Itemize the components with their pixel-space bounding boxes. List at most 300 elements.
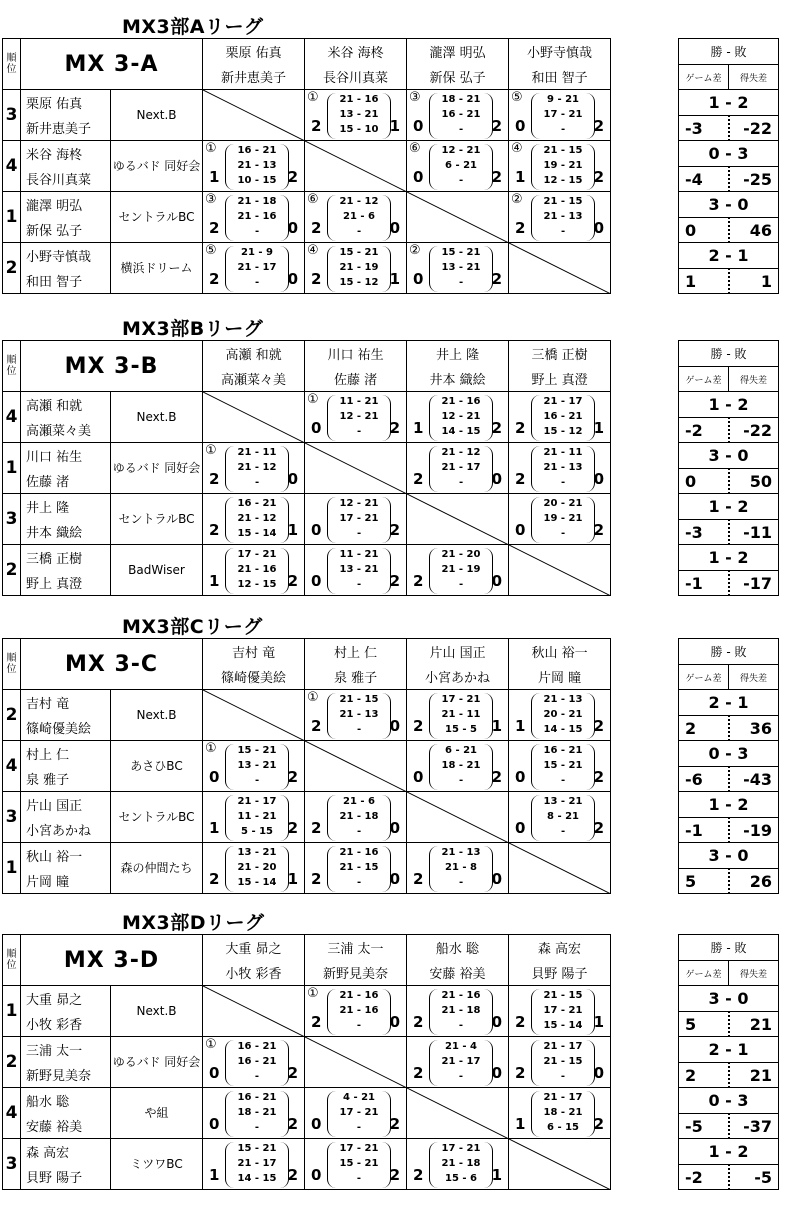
games-won: 0 (209, 1115, 220, 1133)
game-score: 9 - 21 (547, 94, 580, 105)
game-score: 21 - 17 (441, 1056, 481, 1067)
column-player-name: 瀧澤 明弘 (407, 39, 509, 65)
self-match-cell (203, 392, 305, 443)
game-scores (327, 246, 391, 292)
game-score: - (458, 477, 464, 488)
game-scores (225, 246, 289, 292)
match-cell (407, 90, 509, 141)
game-scores (429, 93, 493, 139)
game-diff-value: -3 (679, 520, 729, 545)
match-cell (305, 392, 407, 443)
game-scores (531, 93, 595, 139)
game-score: 20 - 21 (543, 498, 583, 509)
win-loss-record: 1 - 2 (679, 792, 779, 818)
table-row (3, 1037, 611, 1063)
games-won: 2 (413, 1166, 424, 1184)
game-score: 21 - 17 (237, 262, 277, 273)
match-cell (509, 192, 611, 243)
table-row (679, 869, 779, 894)
win-loss-record: 1 - 2 (679, 1139, 779, 1165)
column-partner-name: 篠崎優美絵 (203, 664, 305, 690)
game-score: - (254, 477, 260, 488)
game-score: 17 - 21 (441, 1143, 481, 1154)
column-player-name: 井上 隆 (407, 341, 509, 367)
game-score: 21 - 18 (339, 811, 379, 822)
game-score: 17 - 21 (441, 694, 481, 705)
game-score: 17 - 21 (339, 513, 379, 524)
point-diff-value: 21 (729, 1063, 779, 1088)
match-order: ④ (307, 243, 319, 258)
league-code: MX 3-D (21, 935, 203, 986)
game-score: 8 - 21 (547, 811, 580, 822)
column-player-name: 三橋 正樹 (509, 341, 611, 367)
game-score: - (458, 277, 464, 288)
games-lost: 2 (491, 117, 503, 135)
games-lost: 2 (593, 768, 605, 786)
column-player-name: 川口 祐生 (305, 341, 407, 367)
table-row (679, 716, 779, 741)
rank-header: 順位 (3, 639, 21, 690)
table-row (3, 843, 611, 869)
game-scores (225, 1091, 289, 1137)
game-diff-value: 2 (679, 1063, 729, 1088)
games-lost: 2 (593, 168, 605, 186)
games-lost: 2 (593, 117, 605, 135)
player-name: 三橋 正樹 (21, 545, 111, 571)
column-partner-name: 貝野 陽子 (509, 960, 611, 986)
self-match-cell (407, 1088, 509, 1139)
match-cell (509, 392, 611, 443)
games-lost: 2 (491, 419, 503, 437)
game-score: - (560, 1071, 566, 1082)
partner-name: 小宮あかね (21, 817, 111, 843)
games-won: 2 (413, 1064, 424, 1082)
table-row (679, 141, 779, 167)
column-partner-name: 和田 智子 (509, 64, 611, 90)
game-scores (429, 693, 493, 739)
game-score: - (254, 226, 260, 237)
results-table (2, 38, 611, 294)
game-score: 12 - 15 (543, 175, 583, 186)
column-player-name: 吉村 竜 (203, 639, 305, 665)
game-score: 14 - 15 (237, 1173, 277, 1184)
column-player-name: 片山 国正 (407, 639, 509, 665)
rank-header: 順位 (3, 341, 21, 392)
game-score: 15 - 21 (339, 247, 379, 258)
club-name: あさひBC (111, 741, 203, 792)
game-score: 21 - 13 (543, 694, 583, 705)
game-score: 12 - 21 (339, 411, 379, 422)
match-cell (407, 1139, 509, 1190)
win-loss-record: 1 - 2 (679, 90, 779, 116)
games-won: 0 (515, 819, 526, 837)
match-order: ⑤ (511, 90, 523, 105)
player-name: 三浦 太一 (21, 1037, 111, 1063)
club-name: BadWiser (111, 545, 203, 596)
games-won: 2 (209, 219, 220, 237)
game-score: 12 - 15 (237, 579, 277, 590)
diagonal-line (407, 494, 509, 545)
match-cell (203, 494, 305, 545)
game-score: 6 - 21 (445, 745, 478, 756)
game-score: 21 - 4 (445, 1041, 477, 1052)
game-score: 21 - 16 (237, 564, 277, 575)
game-score: 17 - 21 (543, 1005, 583, 1016)
player-name: 秋山 裕一 (21, 843, 111, 869)
player-name: 船水 聡 (21, 1088, 111, 1114)
match-order: ① (205, 443, 217, 458)
game-score: 16 - 21 (237, 145, 277, 156)
games-lost: 0 (287, 219, 299, 237)
game-score: 10 - 15 (237, 175, 277, 186)
column-player-name: 栗原 佑真 (203, 39, 305, 65)
games-won: 2 (311, 819, 322, 837)
game-score: 21 - 11 (237, 447, 277, 458)
game-scores (429, 548, 493, 594)
point-diff-value: -37 (729, 1114, 779, 1139)
match-cell (509, 741, 611, 792)
rank-header: 順位 (3, 39, 21, 90)
match-cell (203, 545, 305, 596)
game-score: 15 - 21 (339, 1158, 379, 1169)
win-loss-header: 勝 - 敗 (679, 639, 779, 665)
results-table (2, 340, 611, 596)
game-score: 21 - 18 (441, 1158, 481, 1169)
column-partner-name: 高瀬菜々美 (203, 366, 305, 392)
table-row (679, 520, 779, 545)
match-order: ① (205, 741, 217, 756)
games-won: 2 (515, 419, 526, 437)
game-diff-value: 5 (679, 1012, 729, 1037)
games-lost: 1 (593, 419, 605, 437)
diagonal-line (509, 843, 611, 894)
player-name: 瀧澤 明弘 (21, 192, 111, 218)
game-score: 15 - 14 (237, 877, 277, 888)
game-score: 15 - 21 (543, 760, 583, 771)
diagonal-line (407, 1088, 509, 1139)
games-won: 2 (209, 270, 220, 288)
games-lost: 0 (287, 470, 299, 488)
match-cell (509, 986, 611, 1037)
game-score: 4 - 21 (343, 1092, 375, 1103)
table-row (3, 792, 611, 818)
game-scores (225, 548, 289, 594)
game-score: - (356, 1020, 362, 1031)
club-name: 森の仲間たち (111, 843, 203, 894)
game-score: - (458, 175, 464, 186)
game-score: 21 - 9 (241, 247, 274, 258)
table-row (3, 1088, 611, 1114)
game-score: 21 - 18 (441, 1005, 481, 1016)
game-score: 16 - 21 (237, 498, 277, 509)
point-diff-value: 46 (729, 218, 779, 243)
game-score: 17 - 21 (339, 1107, 379, 1118)
partner-name: 篠崎優美絵 (21, 715, 111, 741)
game-scores (327, 1091, 391, 1137)
club-name: Next.B (111, 690, 203, 741)
player-name: 井上 隆 (21, 494, 111, 520)
table-row (3, 90, 611, 116)
games-won: 2 (209, 521, 220, 539)
self-match-cell (509, 843, 611, 894)
partner-name: 長谷川真菜 (21, 166, 111, 192)
column-partner-name: 泉 雅子 (305, 664, 407, 690)
games-lost: 0 (491, 572, 503, 590)
game-score: 21 - 12 (441, 447, 481, 458)
point-diff-value: 1 (729, 269, 779, 294)
league-title: MX3部Bリーグ (122, 318, 264, 340)
games-lost: 0 (389, 870, 401, 888)
player-name: 大重 昴之 (21, 986, 111, 1012)
rank-value: 3 (3, 1139, 21, 1190)
games-won: 0 (515, 117, 526, 135)
game-scores (225, 144, 289, 190)
match-cell (305, 494, 407, 545)
match-cell (509, 792, 611, 843)
game-score: 21 - 17 (237, 1158, 277, 1169)
game-scores (327, 93, 391, 139)
games-won: 2 (311, 717, 322, 735)
rank-value: 1 (3, 443, 21, 494)
games-won: 2 (413, 717, 424, 735)
diagonal-line (509, 1139, 611, 1190)
game-scores (531, 989, 595, 1035)
table-row (679, 792, 779, 818)
table-row (679, 192, 779, 218)
league-block (0, 908, 800, 1200)
games-won: 0 (413, 768, 424, 786)
match-order: ① (307, 986, 319, 1001)
match-cell (305, 1139, 407, 1190)
match-order: ① (205, 1037, 217, 1052)
club-name: セントラルBC (111, 494, 203, 545)
game-scores (531, 693, 595, 739)
game-score: - (458, 124, 464, 135)
summary-table (678, 934, 779, 1190)
win-loss-header: 勝 - 敗 (679, 341, 779, 367)
point-diff-value: -17 (729, 571, 779, 596)
diagonal-line (203, 986, 305, 1037)
match-cell (203, 443, 305, 494)
games-lost: 2 (287, 768, 299, 786)
table-row (679, 90, 779, 116)
table-row (679, 545, 779, 571)
games-lost: 2 (287, 819, 299, 837)
game-scores (327, 1142, 391, 1188)
results-table (2, 638, 611, 894)
game-score: 21 - 16 (441, 396, 481, 407)
column-player-name: 森 高宏 (509, 935, 611, 961)
table-row (3, 192, 611, 218)
games-won: 2 (209, 470, 220, 488)
column-partner-name: 小宮あかね (407, 664, 509, 690)
partner-name: 小牧 彩香 (21, 1011, 111, 1037)
games-won: 1 (209, 572, 220, 590)
win-loss-record: 3 - 0 (679, 843, 779, 869)
diagonal-line (305, 141, 407, 192)
win-loss-record: 1 - 2 (679, 392, 779, 418)
game-diff-header: ゲーム差 (679, 961, 729, 986)
player-name: 川口 祐生 (21, 443, 111, 469)
point-diff-value: -11 (729, 520, 779, 545)
game-score: 21 - 17 (543, 1041, 583, 1052)
match-cell (407, 1037, 509, 1088)
games-lost: 2 (593, 819, 605, 837)
game-score: 13 - 21 (441, 262, 481, 273)
game-score: 21 - 6 (343, 796, 376, 807)
game-scores (531, 1040, 595, 1086)
diagonal-line (203, 392, 305, 443)
table-row (3, 986, 611, 1012)
column-player-name: 秋山 裕一 (509, 639, 611, 665)
match-cell (509, 1037, 611, 1088)
match-order: ① (307, 392, 319, 407)
game-score: 16 - 21 (237, 1056, 277, 1067)
game-scores (429, 144, 493, 190)
self-match-cell (203, 90, 305, 141)
club-name: セントラルBC (111, 192, 203, 243)
game-score: 12 - 21 (441, 411, 481, 422)
win-loss-record: 1 - 2 (679, 494, 779, 520)
game-scores (429, 246, 493, 292)
games-lost: 0 (389, 717, 401, 735)
self-match-cell (305, 443, 407, 494)
game-score: 21 - 8 (445, 862, 478, 873)
match-cell (509, 90, 611, 141)
diagonal-line (203, 90, 305, 141)
games-won: 0 (515, 768, 526, 786)
win-loss-record: 2 - 1 (679, 690, 779, 716)
game-score: - (356, 579, 362, 590)
league-title: MX3部Dリーグ (122, 912, 265, 934)
game-scores (531, 195, 595, 241)
games-won: 0 (413, 168, 424, 186)
partner-name: 高瀬菜々美 (21, 417, 111, 443)
game-scores (225, 744, 289, 790)
league-block (0, 12, 800, 304)
game-score: 11 - 21 (339, 396, 379, 407)
league-title: MX3部Aリーグ (122, 16, 264, 38)
game-diff-value: 2 (679, 716, 729, 741)
games-lost: 0 (593, 470, 605, 488)
club-name: Next.B (111, 392, 203, 443)
game-score: - (356, 826, 362, 837)
match-cell (203, 741, 305, 792)
game-score: - (560, 826, 566, 837)
games-won: 2 (209, 870, 220, 888)
table-row (3, 545, 611, 571)
league-code: MX 3-C (21, 639, 203, 690)
game-score: 6 - 21 (445, 160, 478, 171)
game-score: 21 - 13 (441, 847, 481, 858)
game-diff-value: -4 (679, 167, 729, 192)
game-score: 21 - 11 (441, 709, 481, 720)
diagonal-line (305, 1037, 407, 1088)
rank-value: 2 (3, 1037, 21, 1088)
rank-value: 1 (3, 843, 21, 894)
games-lost: 2 (593, 717, 605, 735)
game-scores (327, 795, 391, 841)
game-scores (225, 195, 289, 241)
table-row (3, 141, 611, 167)
game-score: - (560, 477, 566, 488)
game-score: - (560, 124, 566, 135)
match-order: ⑥ (307, 192, 319, 207)
table-row (679, 269, 779, 294)
game-score: 15 - 21 (237, 745, 277, 756)
game-scores (327, 989, 391, 1035)
match-cell (407, 741, 509, 792)
games-lost: 2 (593, 521, 605, 539)
games-lost: 2 (287, 1064, 298, 1082)
player-name: 小野寺慎哉 (21, 243, 111, 269)
club-name: や組 (111, 1088, 203, 1139)
game-score: - (254, 1071, 260, 1082)
game-scores (531, 144, 595, 190)
game-score: 21 - 11 (543, 447, 583, 458)
club-name: セントラルBC (111, 792, 203, 843)
games-lost: 1 (593, 1013, 604, 1031)
table-row (679, 116, 779, 141)
game-scores (225, 795, 289, 841)
game-score: 21 - 6 (343, 211, 376, 222)
game-diff-value: 5 (679, 869, 729, 894)
match-cell (305, 192, 407, 243)
match-order: ② (511, 192, 523, 207)
game-score: 15 - 5 (445, 724, 478, 735)
game-scores (531, 744, 595, 790)
game-scores (225, 846, 289, 892)
table-row (3, 1139, 611, 1165)
game-scores (429, 1142, 493, 1188)
games-lost: 2 (287, 1166, 298, 1184)
club-name: ゆるバド 同好会 (111, 443, 203, 494)
game-score: 19 - 21 (543, 160, 583, 171)
game-diff-value: 0 (679, 218, 729, 243)
games-lost: 0 (491, 1064, 502, 1082)
point-diff-value: -19 (729, 818, 779, 843)
game-diff-header: ゲーム差 (679, 65, 729, 90)
game-score: 21 - 13 (543, 211, 583, 222)
games-won: 0 (209, 768, 220, 786)
game-score: 6 - 15 (547, 1122, 579, 1133)
self-match-cell (407, 494, 509, 545)
table-row (3, 741, 611, 767)
games-won: 2 (311, 1013, 322, 1031)
player-name: 高瀬 和就 (21, 392, 111, 418)
games-won: 2 (311, 870, 322, 888)
games-lost: 0 (593, 1064, 604, 1082)
match-cell (305, 690, 407, 741)
diagonal-line (305, 741, 407, 792)
club-name: ゆるバド 同好会 (111, 141, 203, 192)
games-lost: 0 (491, 470, 503, 488)
rank-value: 4 (3, 392, 21, 443)
self-match-cell (305, 741, 407, 792)
game-score: 21 - 16 (339, 1005, 379, 1016)
table-row (679, 443, 779, 469)
rank-value: 3 (3, 792, 21, 843)
column-player-name: 高瀬 和就 (203, 341, 305, 367)
game-score: 12 - 21 (339, 498, 379, 509)
table-row (679, 1012, 779, 1037)
partner-name: 和田 智子 (21, 268, 111, 294)
games-won: 0 (311, 419, 322, 437)
self-match-cell (509, 1139, 611, 1190)
club-name: Next.B (111, 986, 203, 1037)
game-diff-value: -6 (679, 767, 729, 792)
rank-value: 2 (3, 690, 21, 741)
